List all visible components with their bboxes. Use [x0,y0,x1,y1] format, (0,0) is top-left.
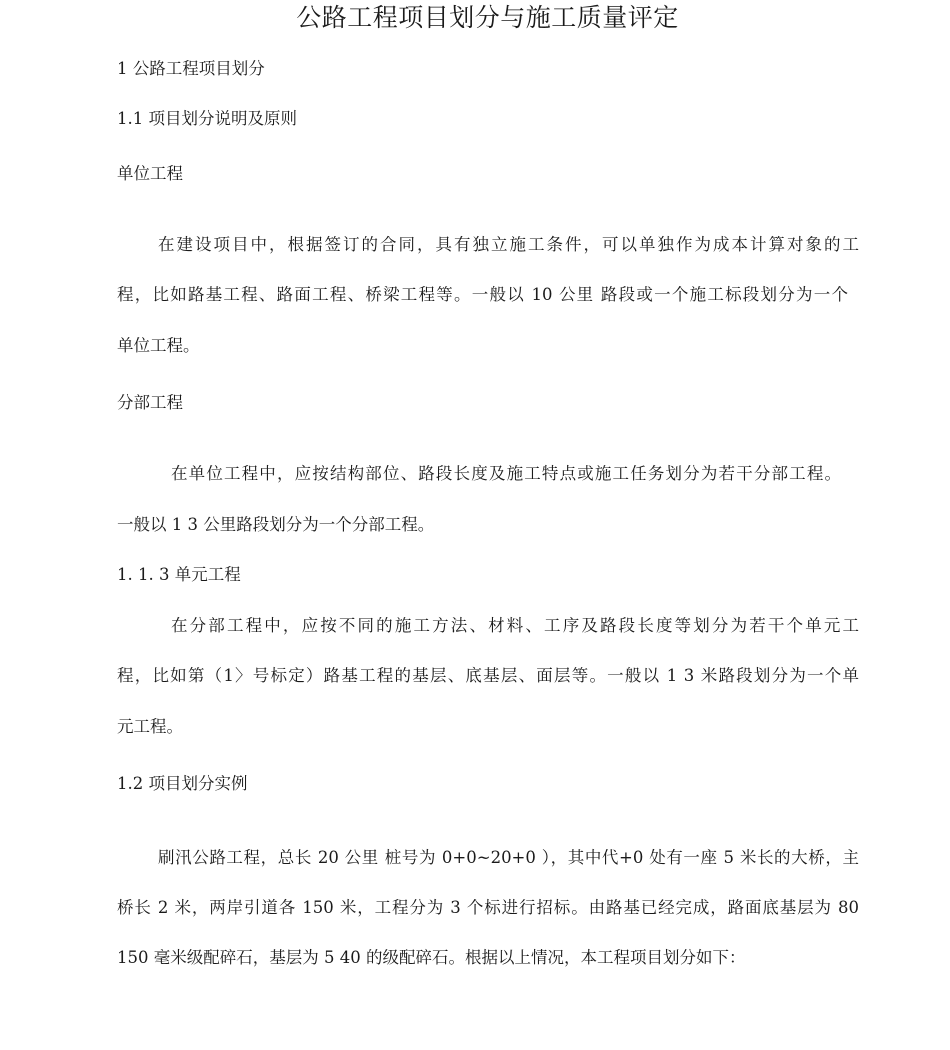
paragraph-line: 在分部工程中，应按不同的施工方法、材料、工序及路段长度等划分为若干个单元工 [171,616,859,635]
paragraph-line: 元工程。 [117,717,183,736]
paragraph-line: 单位工程。 [117,336,200,355]
section-heading: 1 公路工程项目划分 [117,59,265,78]
paragraph-line: 150 毫米级配碎石，基层为 5 40 的级配碎石。根据以上情况，本工程项目划分如下： [117,948,746,967]
paragraph-line: 在建设项目中，根据签订的合同，具有独立施工条件，可以单独作为成本计算对象的工 [158,235,859,254]
subheading-unit-project: 单位工程 [117,164,183,183]
paragraph-line: 程，比如路基工程、路面工程、桥梁工程等。一般以 10 公里 路段或一个施工标段划分为一个 [117,285,848,304]
subsection-heading: 1.1 项目划分说明及原则 [117,109,297,128]
subheading-division-project: 分部工程 [117,393,183,412]
document-title: 公路工程项目划分与施工质量评定 [296,3,679,32]
paragraph-line: 程，比如第（1〉号标定）路基工程的基层、底基层、面层等。一般以 1 3 米路段划分为一个单 [117,666,859,685]
paragraph-line: 桥长 2 米，两岸引道各 150 米，工程分为 3 个标进行招标。由路基已经完成，路面底基层为 80 [117,898,859,917]
paragraph-line: 在单位工程中，应按结构部位、路段长度及施工特点或施工任务划分为若干分部工程。 [171,464,841,483]
paragraph-line: 一般以 1 3 公里路段划分为一个分部工程。 [117,515,435,534]
paragraph-line: 刷汛公路工程，总长 20 公里 桩号为 0+0~20+0 ），其中代+0 处有一座 5 米长的大桥，主 [158,848,859,867]
subheading-element-project: 1. 1. 3 单元工程 [117,565,241,584]
subsection-heading: 1.2 项目划分实例 [117,774,248,793]
